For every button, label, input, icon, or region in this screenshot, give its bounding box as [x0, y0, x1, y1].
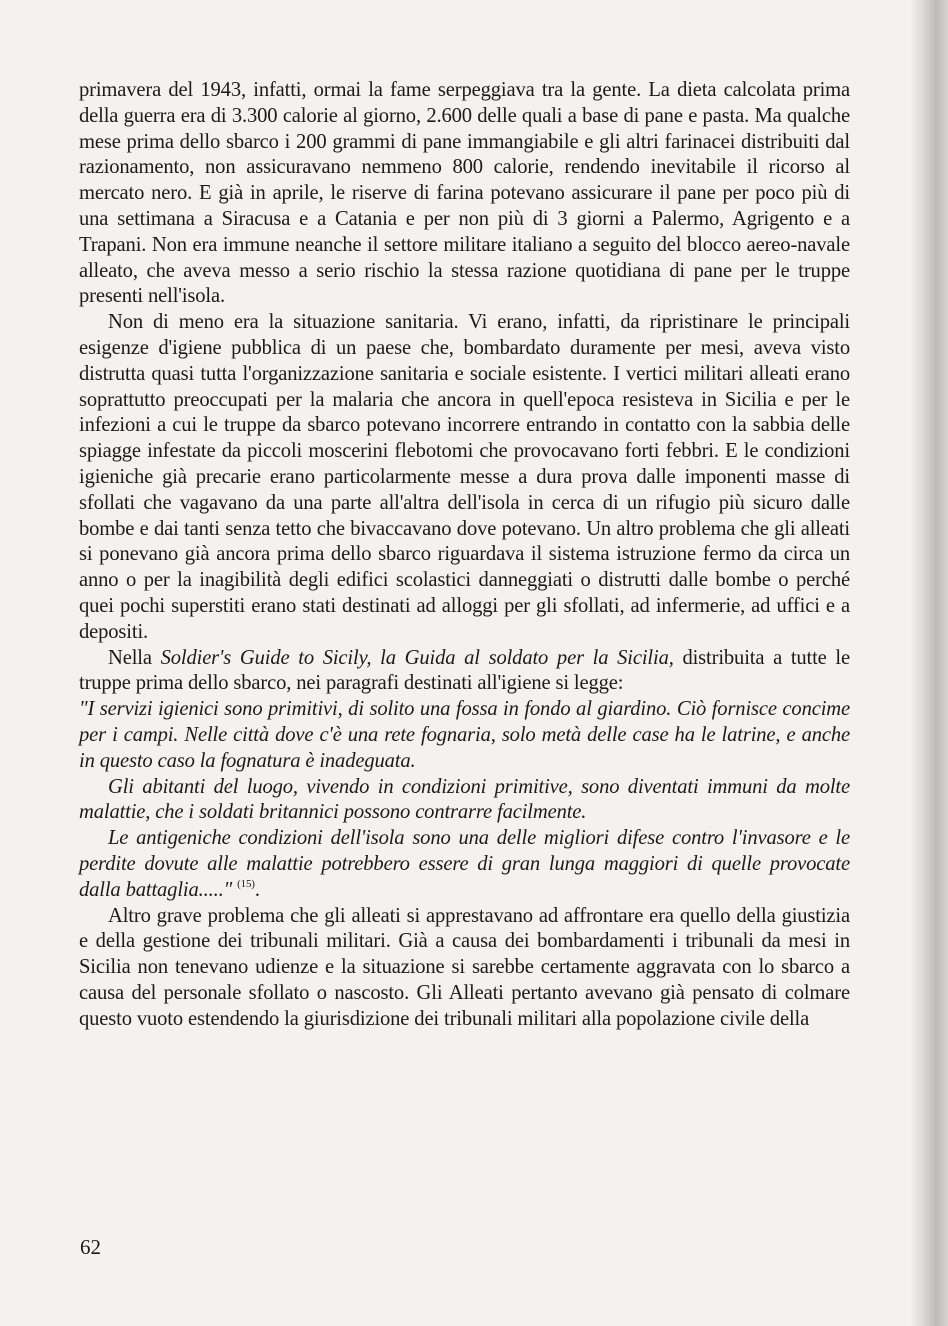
paragraph-3-rest: distribuita a tutte le truppe prima dello sbarco, nei paragrafi destinati all'igiene si legge:	[79, 646, 850, 695]
paragraph-2: Non di meno era la situazione sanitaria. Vi erano, infatti, da ripristinare le principali esigenze d'igiene pubblica di un paese che, bombardato duramente per mesi, aveva visto distrutta quasi tutta l'organizzazione sanitaria e sociale esistente. I vertici militari alleati erano soprattutto preoccupati per la malaria che ancora in quell'epoca resisteva in Sicilia e per le infezioni a cui le truppe da sbarco potevano incorrere entrando in contatto con la sabbia delle spiagge infestate da piccoli moscerini flebotomi che provocavano forti febbri. E le condizioni igieniche già precarie erano particolarmente messe a dura prova dalle imponenti masse di sfollati che vagavano da una parte all'altra dell'isola in cerca di un rifugio più sicuro dalle bombe e dai tanti senza tetto che bivaccavano dove potevano. Un altro problema che gli alleati si ponevano già ancora prima dello sbarco riguardava il sistema istruzione fermo da circa un anno o per la inagibilità degli edifici scolastici danneggiati o distrutti dalle bombe o perché quei pochi superstiti erano stati destinati ad alloggi per gli sfollati, ad infermerie, ad uffici e a depositi.	[79, 311, 850, 643]
quote-paragraph-1: "I servizi igienici sono primitivi, di solito una fossa in fondo al giardino. Ciò fornisce concime per i campi. Nelle città dove c'è una rete fognaria, solo metà delle case ha le latrine, e anche in questo caso la fognatura è inadeguata.	[79, 698, 850, 772]
page-number: 62	[80, 1235, 101, 1259]
quote-paragraph-2: Gli abitanti del luogo, vivendo in condizioni primitive, sono diventati immuni da molte malattie, che i soldati britannici possono contrarre facilmente.	[79, 775, 850, 824]
paragraph-3-lead: Nella	[108, 646, 161, 669]
quote-3-end: .	[254, 878, 260, 901]
quote-3-text: Le antigeniche condizioni dell'isola sono una delle migliori difese contro l'invasore e le perdite dovute alle malattie potrebbero essere di gran lunga maggiori di quelle provocate dalla battaglia....."	[79, 827, 850, 901]
page-edge-shadow	[910, 0, 948, 1326]
quote-paragraph-3	[79, 826, 850, 903]
guide-title: Soldier's Guide to Sicily, la Guida al soldato per la Sicilia,	[160, 646, 674, 669]
paragraph-1: primavera del 1943, infatti, ormai la fame serpeggiava tra la gente. La dieta calcolata prima della guerra era di 3.300 calorie al giorno, 2.600 delle quali a base di pane e pasta. Ma qualche mese prima dello sbarco i 200 grammi di pane immangiabile e gli altri farinacei distribuiti dal razionamento, non assicuravano nemmeno 800 calorie, rendendo inevitabile il ricorso al mercato nero. E già in aprile, le riserve di farina potevano assicurare il pane per poco più di una settimana a Siracusa e a Catania e per non più di 3 giorni a Palermo, Agrigento e a Trapani. Non era immune neanche il settore militare italiano a seguito del blocco aereo-navale alleato, che aveva messo a serio rischio la stessa razione quotidiana di pane per le truppe presenti nell'isola.	[79, 79, 850, 308]
footnote-ref: (15)	[237, 877, 255, 890]
paragraph-4: Altro grave problema che gli alleati si apprestavano ad affrontare era quello della giustizia e della gestione dei tribunali militari. Già a causa dei bombardamenti i tribunali da mesi in Sicilia non tenevano udienze e la situazione si sarebbe certamente aggravata con lo sbarco a causa del personale sfollato o nascosto. Gli Alleati pertanto avevano già pensato di colmare questo vuoto estendendo la giurisdizione dei tribunali militari alla popolazione civile della	[79, 904, 850, 1030]
paragraph-3	[79, 646, 850, 698]
body-text	[79, 78, 850, 1032]
